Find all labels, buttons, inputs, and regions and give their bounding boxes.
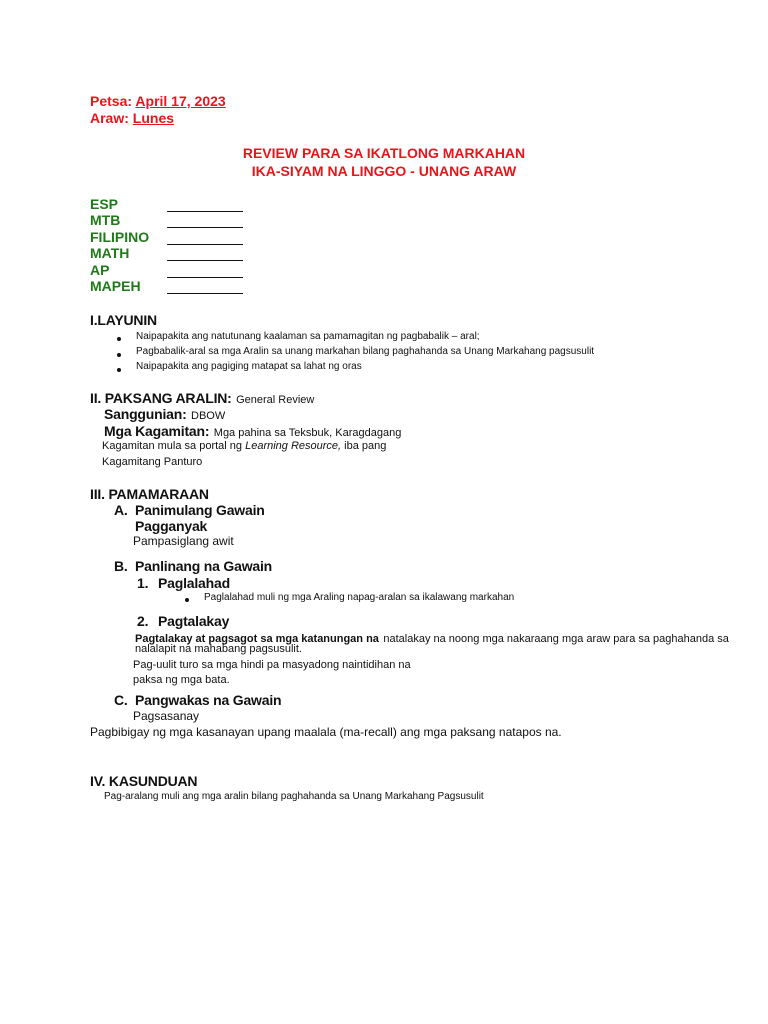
kagamitan-value: Mga pahina sa Teksbuk, Karagdagang [213,427,402,439]
subject-math: MATH [90,245,130,261]
araw-line [90,110,174,126]
section-c-sub: Pagsasanay [133,709,200,723]
title-line-1: REVIEW PARA SA IKATLONG MARKAHAN [242,145,526,161]
kasunduan-text: Pag-aralang muli ang mga aralin bilang paghahanda sa Unang Markahang Pagsusulit [104,791,484,802]
kasunduan-heading: IV. KASUNDUAN [90,773,198,789]
kagamitan-line [104,423,401,441]
layunin-item: Naipapakita ang natutunang kaalaman sa pamamagitan ng pagbabalik – aral; [136,331,480,342]
section-a-sub: Pagganyak [135,518,208,534]
subject-blank [167,277,243,278]
subject-filipino: FILIPINO [90,229,150,245]
section-b-letter: B. [114,558,128,574]
sanggunian-value: DBOW [191,410,226,422]
section-c-label: Pangwakas na Gawain [135,692,282,708]
section-b2-num: 2. [137,613,149,629]
kagamitan-line-2 [102,440,386,452]
layunin-heading: I.LAYUNIN [90,312,157,328]
section-c-text: Pagbibigay ng mga kasanayan upang maalala (ma-recall) ang mga paksang natapos na. [90,725,562,739]
subject-esp: ESP [90,196,119,212]
subject-blank [167,244,243,245]
bullet-icon [117,337,121,341]
title-line-2: IKA-SIYAM NA LINGGO - UNANG ARAW [251,163,517,179]
bullet-icon [185,598,189,602]
paksang-aralin-value: General Review [236,394,315,406]
section-b2-text-3: Pag-uulit turo sa mga hindi pa masyadong naintidihan na [133,659,411,671]
section-b-label: Panlinang na Gawain [135,558,273,574]
section-b2-text-2: nalalapit na mahabang pagsusulit. [135,643,302,655]
araw-label: Araw: [90,110,129,126]
section-a-text: Pampasiglang awit [133,534,234,548]
section-c-letter: C. [114,692,128,708]
section-a-letter: A. [114,502,128,518]
petsa-line [90,93,226,109]
petsa-value: April 17, 2023 [135,93,226,109]
subject-mtb: MTB [90,212,121,228]
subject-blank [167,227,243,228]
section-b2-label: Pagtalakay [158,613,230,629]
section-b1-bullet: Paglalahad muli ng mga Araling napag-aralan sa ikalawang markahan [204,592,515,603]
layunin-item: Pagbabalik-aral sa mga Aralin sa unang markahan bilang paghahanda sa Unang Markahang pagsusulit [136,346,595,357]
pamamaraan-heading: III. PAMAMARAAN [90,486,209,502]
sanggunian-line [104,406,225,424]
subject-blank [167,211,243,212]
subject-ap: AP [90,262,110,278]
bullet-icon [117,353,121,357]
section-b2-text-4: paksa ng mga bata. [133,674,230,686]
kagamitan-label: Mga Kagamitan: [104,423,210,439]
layunin-item: Naipapakita ang pagiging matapat sa lahat ng oras [136,361,362,372]
subject-mapeh: MAPEH [90,278,141,294]
section-b1-num: 1. [137,575,149,591]
petsa-label: Petsa: [90,93,133,109]
section-b2-text-1: natalakay na noong mga nakaraang mga araw para sa paghahanda sa [383,633,729,645]
section-b2-bold: Pagtalakay at pagsagot sa mga katanungan na [135,633,379,645]
bullet-icon [117,368,121,372]
subject-blank [167,260,243,261]
kagamitan-line-2-italic: Learning Resource, [245,440,342,452]
kagamitan-line-2-post: iba pang [344,440,387,452]
section-a-label: Panimulang Gawain [135,502,265,518]
kagamitan-line-3: Kagamitang Panturo [102,456,203,468]
paksang-aralin-heading: II. PAKSANG ARALIN: [90,390,232,406]
sanggunian-label: Sanggunian: [104,406,187,422]
section-b1-label: Paglalahad [158,575,230,591]
kagamitan-line-2-pre: Kagamitan mula sa portal ng [102,440,243,452]
subject-blank [167,293,243,294]
araw-value: Lunes [132,110,175,126]
